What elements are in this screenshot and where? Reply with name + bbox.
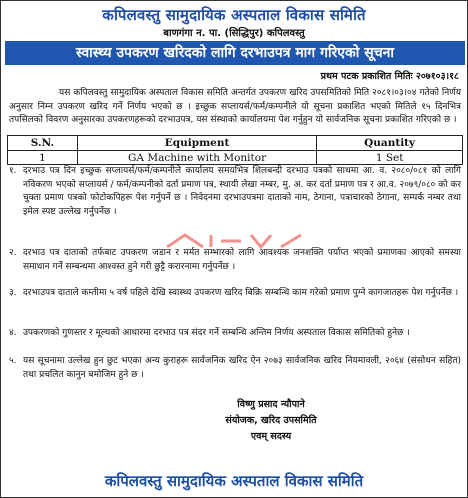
item-text: दरभाउ पत्र दिन इच्छुक सप्लायर्स/फर्म/कम्पनीले कार्यालय समयभित्र शिलबन्दी दरभाउ पत्रको साथमा आ. व. २०८०/०८१ को लागि नविकरण भएको सप्लायर्स / फर्म/कम्पनीको दर्ता प्रमाण पत्र, स्थायी लेखा नम्बर, मु. अ. कर दर्ता प्रमाण पत्र र आ.व. २०७९/०८० को कर चुक्ता प्रमाण पत्रको फोटोकपिहरू पेश गर्नुपर्ने छ । निवेदनमा दरभाउपत्रमा दाताको नाम, ठेगाना, पत्राचारको ठेगाना, सम्पर्क नम्बर तथा इमेल स्पष्ट उल्लेख गर्नुपर्नेछ । (23, 166, 461, 217)
item-text: उपकरणको गुणस्तर र मूल्यको आधारमा दरभाउ पत्र संदर गर्ने सम्बन्धि अन्तिम निर्णय अस्पताल विकास समितिको हुनेछ । (23, 328, 410, 338)
footer-title: कपिलवस्तु सामुदायिक अस्पताल विकास समिति (104, 472, 364, 490)
watermark-logo (161, 229, 311, 253)
list-item (9, 355, 461, 382)
item-number: ३. (9, 288, 17, 298)
item-number: ५. (9, 356, 17, 366)
table-row (8, 151, 463, 165)
equipment-table (7, 135, 463, 165)
signatory-role: संयोजक, खरिद उपसमिति (225, 415, 317, 426)
item-number: ४. (9, 328, 17, 338)
notice-banner: स्वास्थ्य उपकरण खरिदको लागि दरभाउपत्र माग गरिएको सूचना (5, 41, 465, 65)
publish-date: प्रथम पटक प्रकाशित मितिः २०७१०३।१८ (320, 71, 459, 82)
organization-address: बाणगंगा न. पा. (सिद्धिपुर) कपिलवस्तु (163, 28, 305, 39)
organization-title: कपिलवस्तु सामुदायिक अस्पताल विकास समिति (102, 6, 366, 24)
cell-quantity: 1 Set (317, 151, 463, 165)
item-number: १. (9, 166, 17, 176)
table-header-row (8, 136, 463, 151)
item-text: दरभाउ पत्र दाताको तर्फबाट उपकरण जडान र मर्मत सम्भारको लागि आवश्यक जनशक्ति पर्याप्त भएको प्रमाणका आएको समस्या समाधान गर्ने सम्बन्धमा आश्वस्त हुने गरी छुट्टै करारनामा गर्नुपर्नेछ । (23, 248, 461, 272)
list-item (9, 327, 461, 341)
item-text: दरभाउपत्र दाताले कम्तीमा ५ वर्ष पहिले देखि स्वास्थ्य उपकरण खरिद बिक्रि सम्बन्धि काम गरेको प्रमाण पुग्ने कागजातहरू पेश गर्नुपर्नेछ । (23, 288, 459, 298)
list-item (9, 287, 461, 301)
item-text: यस सूचनामा उल्लेख हुन छुट भएका अन्य कुराहरू सार्वजनिक खरिद ऐन २०७३ सार्वजनिक खरिद नियमावली, २०६४ (संसोधन सहित) तथा प्रचलित कानुन बमोजिम हुने छ । (23, 356, 461, 380)
signatory-name: विष्णु प्रसाद न्यौपाने (237, 399, 305, 410)
signatory-role-2: एवम् सदस्य (250, 431, 292, 442)
list-item (9, 165, 461, 219)
cell-sn: 1 (8, 151, 78, 165)
header-quantity: Quantity (317, 136, 463, 151)
item-number: २. (9, 248, 17, 258)
header-equipment: Equipment (77, 136, 316, 151)
cell-equipment: GA Machine with Monitor (77, 151, 316, 165)
intro-paragraph: यस कपिलवस्तु सामुदायिक अस्पताल विकास समिति अन्तर्गत उपकरण खरिद उपसमितिको मिति २०८१।०३।०४ गतेको निर्णय अनुसार निम्न उपकरण खरिद गर्ने निर्णय भएको छ । इच्छुक सप्लायर्स/फर्म/कम्पनीले यो सूचना प्रकाशित भएको मितिले १५ दिनभित्र तपसिलको विवरण अनुसारका उपकरणहरूको दरभाउपत्र, यस संस्थाको कार्यालयमा पेश गर्नुहुन यो सार्वजनिक सूचना प्रकाशित गरिएको छ । (9, 88, 461, 125)
header-sn: S.N. (8, 136, 78, 151)
